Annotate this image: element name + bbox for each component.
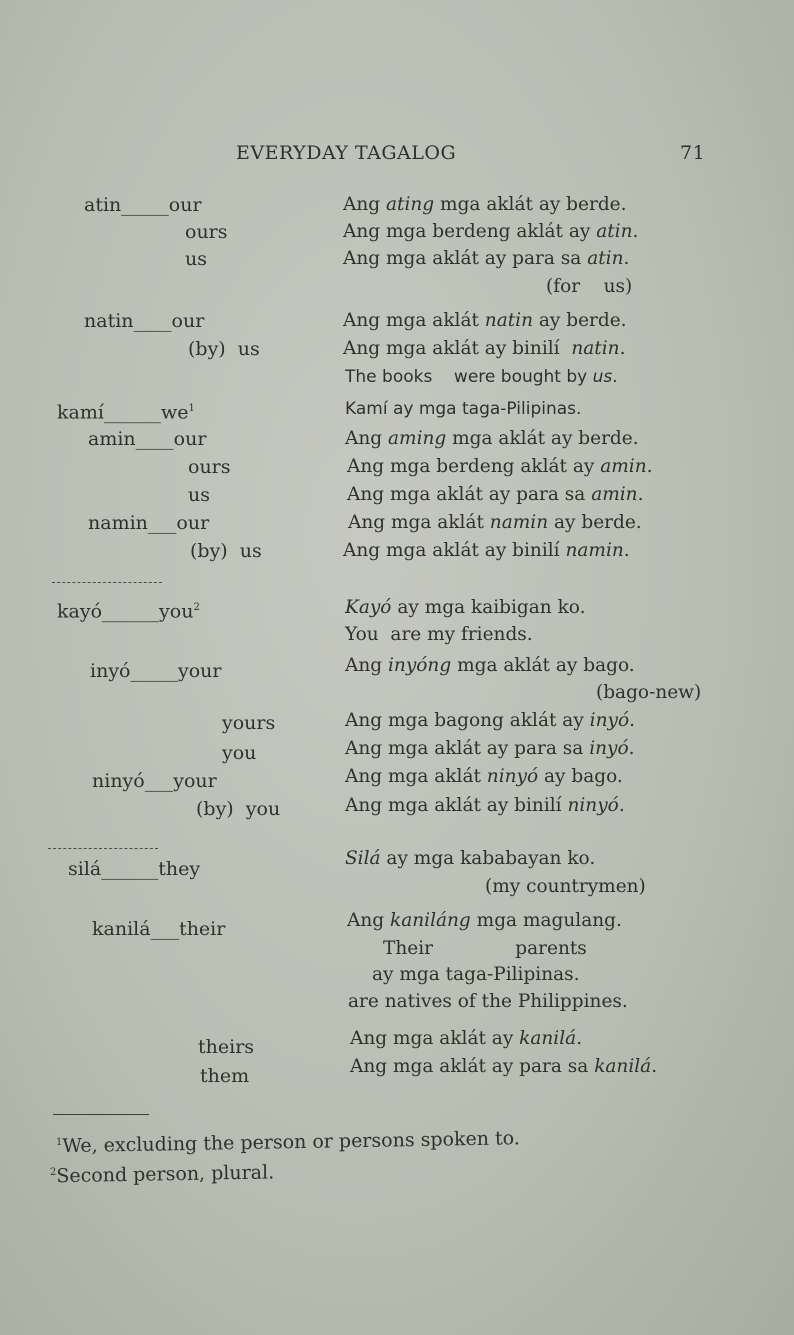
gloss-ours: ours [185, 221, 228, 243]
example-line: Ang kaniláng mga magulang. [347, 910, 622, 931]
example-translation: are natives of the Philippines. [348, 991, 628, 1012]
example-line: Ang mga aklát ay binilí natin. [343, 338, 626, 359]
example-note: (for us) [546, 276, 633, 297]
gloss-by-us: (by) us [190, 540, 262, 562]
headword-ninyo: ninyó___your [92, 770, 217, 792]
footnote-2: $^2$Second person, plural. [49, 1161, 275, 1188]
example-line: Ang mga aklát ay binilí ninyó. [345, 795, 625, 816]
gloss-ours: ours [188, 456, 231, 478]
example-line: Ang mga aklát ay para sa inyó. [345, 738, 635, 759]
gloss-theirs: theirs [198, 1036, 255, 1058]
section-divider [48, 848, 158, 849]
running-header: EVERYDAY TAGALOG [236, 142, 457, 164]
example-line: Ang inyóng mga aklát ay bago. [345, 655, 635, 676]
example-note: (bago-new) [596, 682, 702, 703]
footnote-1: $^1$We, excluding the person or persons spoken to. [55, 1127, 520, 1158]
headword-kami: $kamí\_\_\_\_\_\_we^1$ [57, 401, 195, 424]
gloss-yours: yours [222, 712, 276, 734]
headword-sila: silá______they [68, 858, 201, 880]
headword-inyo: inyó_____your [90, 660, 222, 682]
gloss-us: us [188, 484, 210, 506]
example-line: Ang mga aklát ay kanilá. [350, 1028, 583, 1049]
gloss-them: them [200, 1065, 250, 1087]
example-line: Kayó ay mga kaibigan ko. [345, 597, 586, 618]
example-line: Kamí ay mga taga-Pilipinas. [345, 399, 582, 419]
example-translation: Their parents [383, 938, 587, 959]
example-line: Ang mga aklát ay para sa amin. [347, 484, 644, 505]
example-line: Ang mga aklát ay binilí namin. [343, 540, 630, 561]
example-line: Ang aming mga aklát ay berde. [345, 428, 639, 449]
example-line: ay mga taga-Pilipinas. [372, 964, 580, 985]
example-line: Ang mga bagong aklát ay inyó. [345, 710, 635, 731]
example-translation: You are my friends. [345, 624, 533, 645]
example-line: Ang ating mga aklát ay berde. [343, 194, 627, 215]
page-number: 71 [680, 142, 706, 164]
section-divider [52, 582, 162, 583]
headword-kayo: kayó______you$^2$ [57, 600, 200, 623]
example-line: Ang mga aklát namin ay berde. [348, 512, 642, 533]
gloss-by-you: (by) you [196, 798, 281, 820]
footnote-rule [53, 1114, 149, 1115]
headword-kanila: kanilá___their [92, 918, 226, 940]
example-line: Ang mga aklát ay para sa kanilá. [350, 1056, 658, 1077]
gloss-by-us: (by) us [188, 338, 260, 360]
example-line: Ang mga berdeng aklát ay amin. [347, 456, 653, 477]
example-translation: The books were bought by us. [345, 367, 618, 387]
headword-natin: natin____our [84, 310, 205, 332]
headword-namin: namin___our [88, 512, 210, 534]
headword-atin: atin_____our [84, 194, 202, 216]
example-line: Ang mga aklát natin ay berde. [343, 310, 627, 331]
example-line: Ang mga berdeng aklát ay atin. [343, 221, 639, 242]
example-line: Ang mga aklát ninyó ay bago. [345, 766, 623, 787]
example-line: Ang mga aklát ay para sa atin. [343, 248, 630, 269]
gloss-us: us [185, 248, 207, 270]
example-note: (my countrymen) [485, 876, 646, 897]
example-line: Silá ay mga kababayan ko. [345, 848, 596, 869]
gloss-you: you [222, 742, 257, 764]
headword-amin: amin____our [88, 428, 207, 450]
